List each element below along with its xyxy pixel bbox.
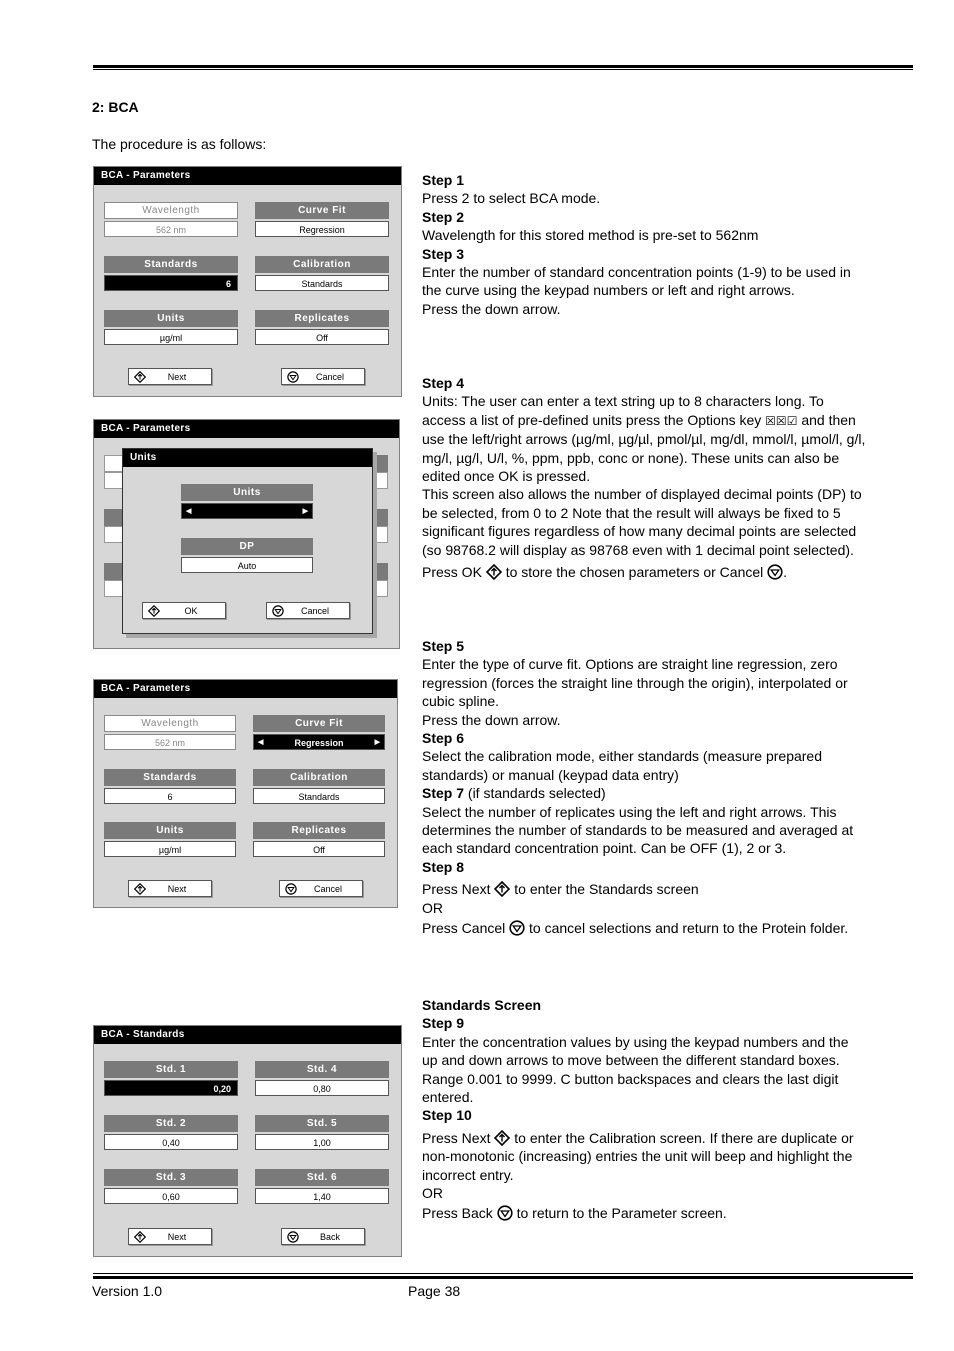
- ok-key-icon: [486, 564, 502, 580]
- ghost-field: [374, 455, 388, 472]
- step-text-part: to enter the Calibration screen. If there are duplicate or non-monotonic (increasing) entries the unit will beep and highlight the incorrect entry.: [422, 1129, 854, 1183]
- next-label: Next: [167, 372, 187, 382]
- standards-value[interactable]: 6: [104, 275, 238, 291]
- wavelength-value: 562 nm: [104, 221, 238, 237]
- units-label: Units: [104, 822, 236, 839]
- curve-fit-label: Curve Fit: [255, 202, 389, 219]
- curve-fit-value-text: Regression: [294, 738, 344, 748]
- step-text-part: Press OK: [422, 564, 482, 581]
- wavelength-label: Wavelength: [104, 202, 238, 219]
- step-text: Select the calibration mode, either standards (measure prepared standards) or manual (keypad data entry): [422, 748, 822, 783]
- step-text: OR: [422, 899, 443, 916]
- units-label: Units: [181, 484, 313, 501]
- step-heading: Step 3: [422, 245, 465, 262]
- step-text-part: Press Cancel: [422, 920, 506, 937]
- step-text: [422, 392, 867, 485]
- cancel-label: Cancel: [313, 884, 342, 894]
- step-heading: Step 4: [422, 375, 465, 391]
- options-key-icon: ☒☒☑: [765, 413, 798, 428]
- next-key-icon: [494, 1130, 510, 1146]
- next-label: Next: [167, 1232, 187, 1242]
- back-key-icon: [497, 1205, 513, 1221]
- step-heading: Step 6: [422, 730, 465, 747]
- step-text-part: to enter the Standards screen: [514, 881, 699, 898]
- replicates-field[interactable]: [253, 822, 385, 857]
- intro-text: The procedure is as follows:: [92, 136, 267, 152]
- dialog-title: Units: [123, 449, 372, 467]
- step-heading: Step 2: [422, 208, 465, 225]
- units-label: Units: [104, 310, 238, 327]
- footer-page-number: Page 38: [408, 1283, 461, 1299]
- header-rule-thick: [93, 65, 913, 68]
- ghost-field: [104, 580, 124, 597]
- curve-fit-label: Curve Fit: [253, 715, 385, 732]
- std5-field[interactable]: [255, 1115, 389, 1150]
- footer-rule-thin: [93, 1273, 913, 1274]
- dp-label: DP: [181, 538, 313, 555]
- step-text: [422, 919, 867, 937]
- footer-version: Version 1.0: [92, 1283, 163, 1299]
- cancel-label: Cancel: [315, 372, 344, 382]
- std2-field[interactable]: [104, 1115, 238, 1150]
- wavelength-value: 562 nm: [104, 734, 236, 750]
- arrow-left-icon[interactable]: ◀: [186, 508, 192, 515]
- next-button[interactable]: [128, 1228, 212, 1245]
- cancel-key-icon: [509, 920, 525, 936]
- step-text: OR: [422, 1185, 443, 1202]
- step-text: [422, 1129, 867, 1184]
- std3-value[interactable]: 0,60: [104, 1188, 238, 1204]
- step-text: Press 2 to select BCA mode.: [422, 190, 601, 207]
- step-heading-row: [422, 784, 867, 802]
- step-text-part: Press Next: [422, 1129, 491, 1146]
- step-text-part: Press Back: [422, 1205, 493, 1222]
- step-text: Enter the number of standard concentration points (1-9) to be used in the curve using the keypad numbers or left and right arrows.: [422, 264, 851, 299]
- std5-label: Std. 5: [255, 1115, 389, 1132]
- ghost-field: [374, 509, 388, 526]
- calibration-field[interactable]: [255, 256, 389, 291]
- arrow-left-icon[interactable]: ◀: [258, 739, 264, 746]
- step-text-part: to store the chosen parameters or Cancel: [505, 564, 764, 581]
- ghost-field: [104, 563, 124, 580]
- ghost-field: [374, 580, 388, 597]
- step-text: [422, 563, 867, 581]
- units-value[interactable]: [181, 503, 313, 519]
- arrow-right-icon[interactable]: ▶: [302, 508, 308, 515]
- std4-field[interactable]: [255, 1061, 389, 1096]
- replicates-label: Replicates: [255, 310, 389, 327]
- steps-text-3: [422, 637, 867, 938]
- std2-label: Std. 2: [104, 1115, 238, 1132]
- units-field[interactable]: [104, 310, 238, 345]
- screen-units-popup: [93, 419, 400, 649]
- step-heading: Step 1: [422, 172, 465, 188]
- step-text: Press the down arrow.: [422, 300, 561, 317]
- steps-text-2: [422, 374, 867, 581]
- cancel-button[interactable]: [266, 602, 350, 619]
- units-field[interactable]: [104, 822, 236, 857]
- step-text: [422, 1204, 867, 1222]
- dp-value[interactable]: Auto: [181, 557, 313, 573]
- dp-field[interactable]: [181, 538, 313, 573]
- cancel-label: Cancel: [300, 606, 329, 616]
- step-text: Select the number of replicates using the left and right arrows. This determines the number of standards to be measured and averaged at each standard concentration point. Can be OFF (1), 2 or 3.: [422, 803, 854, 857]
- std6-label: Std. 6: [255, 1169, 389, 1186]
- standards-field[interactable]: [104, 769, 236, 804]
- step-heading: Step 7: [422, 785, 465, 802]
- std3-label: Std. 3: [104, 1169, 238, 1186]
- step-heading-note: (if standards selected): [467, 785, 606, 802]
- cancel-button[interactable]: [281, 368, 365, 385]
- ok-button[interactable]: [142, 602, 226, 619]
- step-text-part: to cancel selections and return to the Protein folder.: [529, 920, 849, 937]
- standards-label: Standards: [104, 769, 236, 786]
- section-title: 2: BCA: [92, 99, 139, 115]
- step-text-part: to return to the Parameter screen.: [516, 1205, 727, 1222]
- wavelength-label: Wavelength: [104, 715, 236, 732]
- screen-parameters-1: [93, 166, 402, 397]
- step-heading: Step 9: [422, 1015, 465, 1032]
- curve-fit-field[interactable]: [253, 715, 385, 750]
- calibration-value[interactable]: Standards: [253, 788, 385, 804]
- std1-field[interactable]: [104, 1061, 238, 1096]
- cancel-key-icon: [767, 564, 783, 580]
- step-text: Enter the concentration values by using the keypad numbers and the up and down arrows to move between the different standard boxes. Range 0.001 to 9999. C button backspaces and clears the last digit entered.: [422, 1033, 849, 1106]
- ghost-field: [104, 526, 124, 543]
- arrow-right-icon[interactable]: ▶: [374, 739, 380, 746]
- next-label: Next: [167, 884, 187, 894]
- std1-value[interactable]: 0,20: [104, 1080, 238, 1096]
- screen-parameters-2: [93, 679, 398, 908]
- step-heading: Step 10: [422, 1107, 472, 1124]
- std4-value[interactable]: 0,80: [255, 1080, 389, 1096]
- step-heading: Step 5: [422, 638, 465, 654]
- back-label: Back: [319, 1232, 340, 1242]
- units-select[interactable]: [181, 484, 313, 519]
- replicates-label: Replicates: [253, 822, 385, 839]
- screen-standards: [93, 1025, 402, 1257]
- screen-title: BCA - Parameters: [94, 167, 401, 185]
- back-button[interactable]: [281, 1228, 365, 1245]
- ok-label: OK: [184, 606, 198, 616]
- std6-value[interactable]: 1,40: [255, 1188, 389, 1204]
- step-text-part: Units: The user can enter a text string up to 8 characters long. To access a list of pre-defined units press the Options key: [422, 393, 824, 428]
- replicates-value[interactable]: Off: [253, 841, 385, 857]
- calibration-field[interactable]: [253, 769, 385, 804]
- calibration-label: Calibration: [255, 256, 389, 273]
- std1-label: Std. 1: [104, 1061, 238, 1078]
- step-text: This screen also allows the number of displayed decimal points (DP) to be selected, from 0 to 2 Note that the result will always be fixed to 5 significant figures regardless of how many decimal points are selected (so 98768.2 will display as 98768 even with 1 decimal point selected).: [422, 486, 862, 558]
- standards-field[interactable]: [104, 256, 238, 291]
- std3-field[interactable]: [104, 1169, 238, 1204]
- screen-title: BCA - Parameters: [94, 680, 397, 698]
- step-text: [422, 880, 867, 898]
- screen-title: BCA - Standards: [94, 1026, 401, 1044]
- screen-title: BCA - Parameters: [94, 420, 399, 438]
- step-text-part: .: [783, 564, 788, 581]
- next-button[interactable]: [128, 368, 212, 385]
- step-text-part: and then use the left/right arrows (µg/ml, µg/µl, pmol/µl, mg/dl, mmol/l, µmol/l, g/l, mg/l, µg/l, U/l, %, ppm, ppb, conc or none). These units can also be edited once OK is pressed.: [422, 411, 866, 485]
- calibration-value[interactable]: Standards: [255, 275, 389, 291]
- header-rule-thin: [93, 69, 913, 70]
- units-value[interactable]: µg/ml: [104, 329, 238, 345]
- next-button[interactable]: [128, 880, 212, 897]
- ghost-field: [104, 472, 124, 489]
- replicates-value[interactable]: Off: [255, 329, 389, 345]
- step-text-part: Press Next: [422, 881, 491, 898]
- std5-value[interactable]: 1,00: [255, 1134, 389, 1150]
- curve-fit-value[interactable]: Regression: [255, 221, 389, 237]
- step-text: Enter the type of curve fit. Options are straight line regression, zero regression (forces the straight line through the origin), interpolated or cubic spline.: [422, 656, 848, 710]
- ghost-field: [104, 455, 124, 472]
- standards-value[interactable]: 6: [104, 788, 236, 804]
- calibration-label: Calibration: [253, 769, 385, 786]
- standards-label: Standards: [104, 256, 238, 273]
- ghost-field: [374, 472, 388, 489]
- units-value[interactable]: µg/ml: [104, 841, 236, 857]
- step-text: Press the down arrow.: [422, 711, 561, 728]
- footer-rule-thick: [93, 1276, 913, 1279]
- replicates-field[interactable]: [255, 310, 389, 345]
- wavelength-field: [104, 715, 236, 750]
- ghost-field: [374, 563, 388, 580]
- wavelength-field: [104, 202, 238, 237]
- steps-text-4: [422, 996, 867, 1223]
- step-heading: Step 8: [422, 858, 465, 875]
- std6-field[interactable]: [255, 1169, 389, 1204]
- curve-fit-value[interactable]: [253, 734, 385, 750]
- cancel-button[interactable]: [279, 880, 363, 897]
- ghost-field: [104, 509, 124, 526]
- steps-text-1: [422, 171, 867, 318]
- curve-fit-field[interactable]: [255, 202, 389, 237]
- std2-value[interactable]: 0,40: [104, 1134, 238, 1150]
- standards-screen-heading: Standards Screen: [422, 997, 542, 1013]
- next-key-icon: [494, 881, 510, 897]
- std4-label: Std. 4: [255, 1061, 389, 1078]
- step-text: Wavelength for this stored method is pre-set to 562nm: [422, 227, 759, 244]
- units-dialog: [122, 448, 373, 634]
- ghost-field: [374, 526, 388, 543]
